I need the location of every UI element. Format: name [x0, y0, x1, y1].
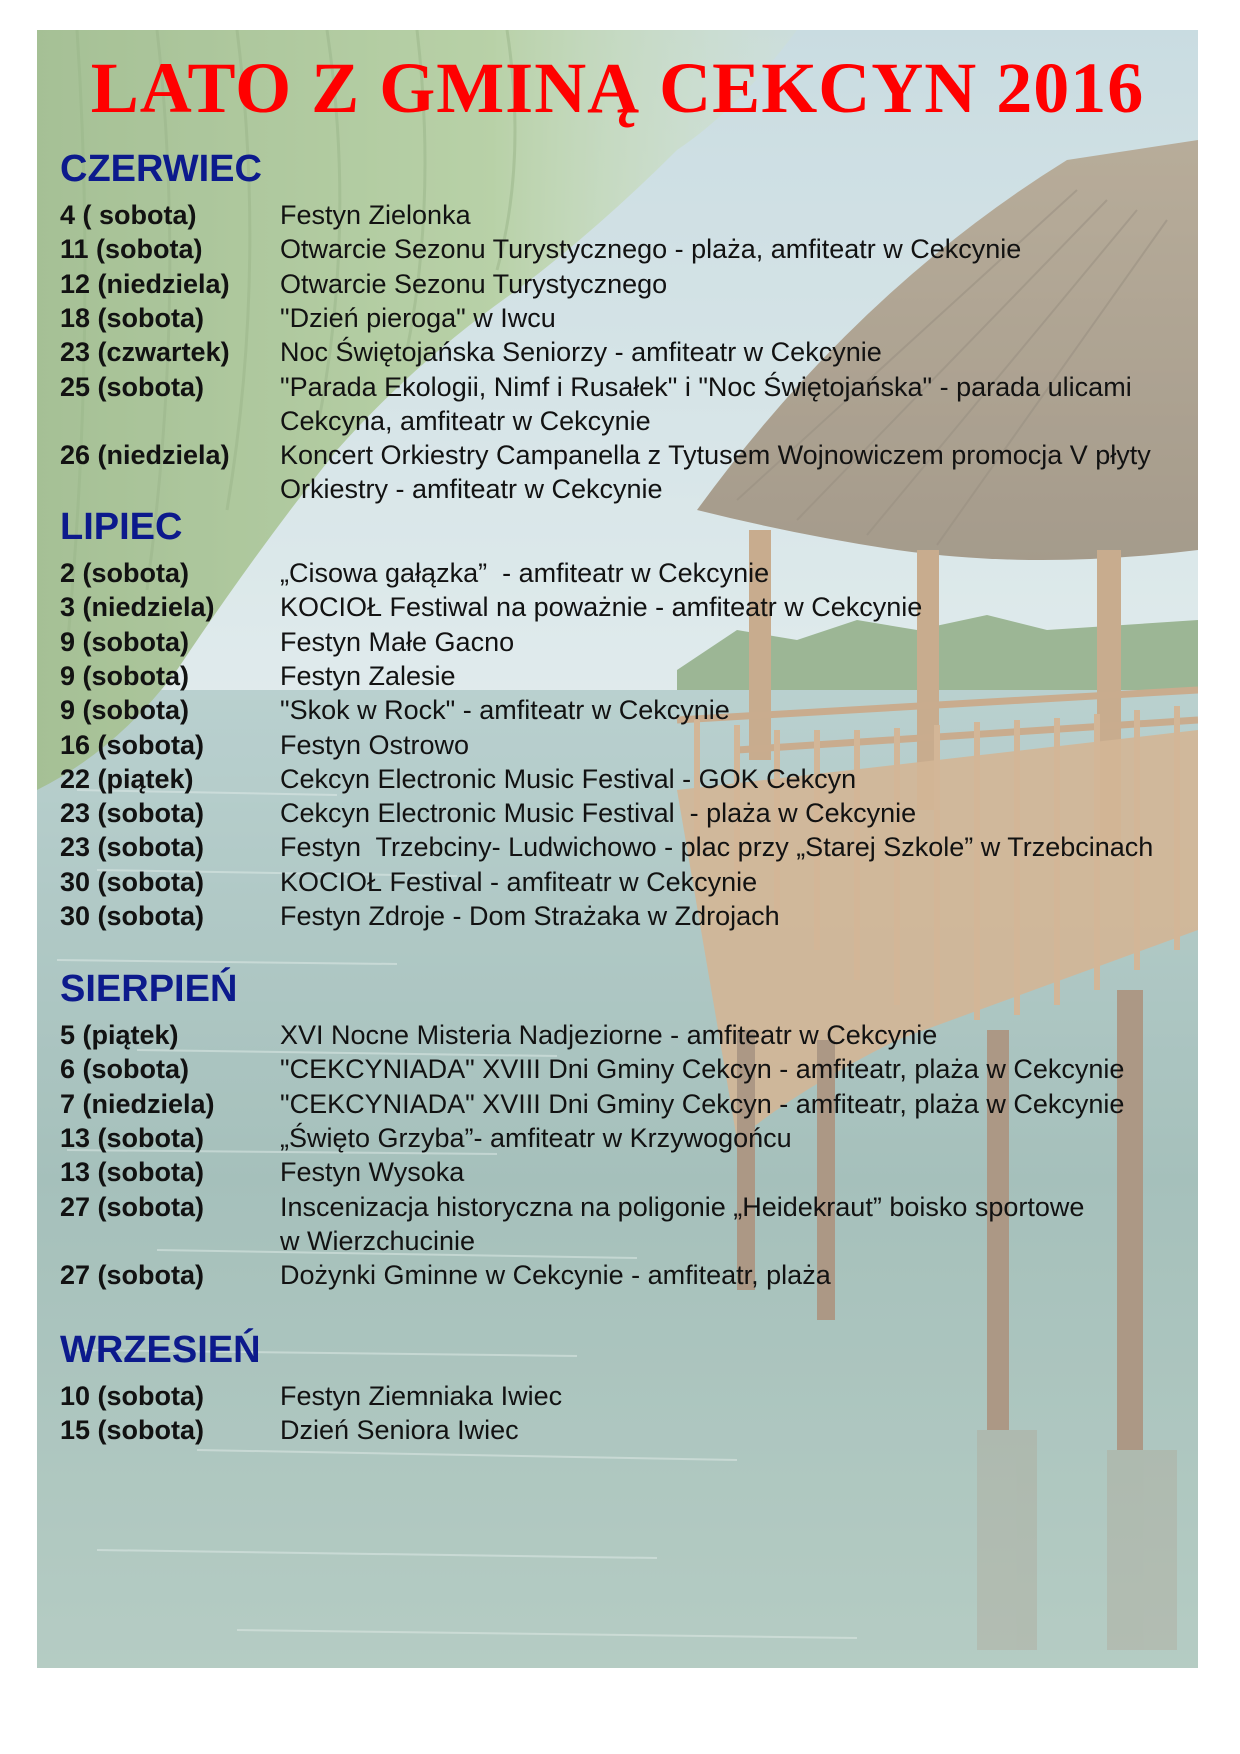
event-date: 9 (sobota) — [60, 660, 190, 691]
event-date: 11 (sobota) — [60, 234, 203, 265]
event-description: KOCIOŁ Festiwal na poważnie - amfiteatr w Cekcynie — [280, 592, 923, 623]
event-description: w Wierzchucinie — [280, 1225, 476, 1256]
event-description: Cekcyn Electronic Music Festival - plaża w Cekcynie — [280, 798, 917, 829]
event-date: 10 (sobota) — [60, 1381, 205, 1411]
event-description: Otwarcie Sezonu Turystycznego — [280, 268, 668, 299]
event-description: „Święto Grzyba”- amfiteatr w Krzywogońcu — [280, 1122, 792, 1153]
event-description: „Cisowa gałązka” - amfiteatr w Cekcynie — [280, 558, 770, 588]
event-date: 3 (niedziela) — [60, 592, 215, 623]
event-description: "Parada Ekologii, Nimf i Rusałek" i "Noc Świętojańska" - parada ulicami — [280, 371, 1132, 402]
event-date: 5 (piątek) — [60, 1020, 179, 1050]
event-date: 16 (sobota) — [60, 729, 205, 760]
event-description: KOCIOŁ Festival - amfiteatr w Cekcynie — [280, 866, 758, 897]
event-date: 23 (sobota) — [60, 832, 205, 863]
event-description: Festyn Trzebciny- Ludwichowo - plac przy „Starej Szkole” w Trzebcinach — [280, 832, 1154, 863]
event-date: 26 (niedziela) — [60, 440, 230, 471]
event-date: 6 (sobota) — [60, 1054, 190, 1085]
event-date: 13 (sobota) — [60, 1122, 205, 1153]
event-date: 30 (sobota) — [60, 866, 205, 897]
month-heading: WRZESIEŃ — [60, 1329, 261, 1371]
event-description: Dożynki Gminne w Cekcynie - amfiteatr, plaża — [280, 1260, 831, 1291]
event-date: 22 (piątek) — [60, 763, 194, 794]
event-description: Festyn Małe Gacno — [280, 626, 515, 657]
poster — [37, 30, 1198, 1668]
schedule-content — [37, 30, 1198, 1668]
event-description: Cekcyna, amfiteatr w Cekcynie — [280, 405, 651, 436]
event-date: 9 (sobota) — [60, 626, 190, 657]
event-description: Festyn Wysoka — [280, 1157, 465, 1188]
event-description: Noc Świętojańska Seniorzy - amfiteatr w Cekcynie — [280, 337, 882, 368]
event-description: Koncert Orkiestry Campanella z Tytusem Wojnowiczem promocja V płyty — [280, 440, 1151, 471]
event-description: Festyn Zalesie — [280, 660, 456, 691]
event-description: "CEKCYNIADA" XVIII Dni Gminy Cekcyn - amfiteatr, plaża w Cekcynie — [280, 1088, 1125, 1119]
event-date: 18 (sobota) — [60, 302, 205, 333]
event-description: Inscenizacja historyczna na poligonie „Heidekraut” boisko sportowe — [280, 1191, 1085, 1222]
event-description: Festyn Zdroje - Dom Strażaka w Zdrojach — [280, 901, 780, 931]
event-description: "Dzień pieroga" w Iwcu — [280, 302, 556, 333]
event-date: 9 (sobota) — [60, 695, 190, 726]
event-date: 25 (sobota) — [60, 371, 205, 402]
event-description: Cekcyn Electronic Music Festival - GOK Cekcyn — [280, 763, 857, 794]
event-date: 2 (sobota) — [60, 558, 190, 588]
event-description: "Skok w Rock" - amfiteatr w Cekcynie — [280, 695, 730, 726]
event-description: Otwarcie Sezonu Turystycznego - plaża, amfiteatr w Cekcynie — [280, 234, 1022, 265]
month-heading: SIERPIEŃ — [60, 968, 238, 1010]
event-description: Dzień Seniora Iwiec — [280, 1415, 519, 1446]
month-heading: LIPIEC — [60, 506, 183, 548]
event-description: Festyn Ziemniaka Iwiec — [280, 1381, 563, 1411]
event-date: 27 (sobota) — [60, 1191, 205, 1222]
event-description: Festyn Ostrowo — [280, 729, 470, 760]
event-description: "CEKCYNIADA" XVIII Dni Gminy Cekcyn - amfiteatr, plaża w Cekcynie — [280, 1054, 1125, 1085]
month-heading: CZERWIEC — [60, 148, 262, 190]
event-description: Festyn Zielonka — [280, 200, 471, 230]
event-description: XVI Nocne Misteria Nadjeziorne - amfiteatr w Cekcynie — [280, 1020, 938, 1050]
event-date: 30 (sobota) — [60, 901, 205, 931]
poster-title: LATO Z GMINĄ CEKCYN 2016 — [90, 48, 1145, 128]
event-date: 23 (czwartek) — [60, 337, 230, 368]
event-date: 4 ( sobota) — [60, 200, 197, 230]
event-date: 13 (sobota) — [60, 1157, 205, 1188]
event-date: 15 (sobota) — [60, 1415, 205, 1446]
event-description: Orkiestry - amfiteatr w Cekcynie — [280, 474, 663, 505]
event-date: 7 (niedziela) — [60, 1088, 215, 1119]
event-date: 27 (sobota) — [60, 1260, 205, 1291]
event-date: 23 (sobota) — [60, 798, 205, 829]
event-date: 12 (niedziela) — [60, 268, 230, 299]
